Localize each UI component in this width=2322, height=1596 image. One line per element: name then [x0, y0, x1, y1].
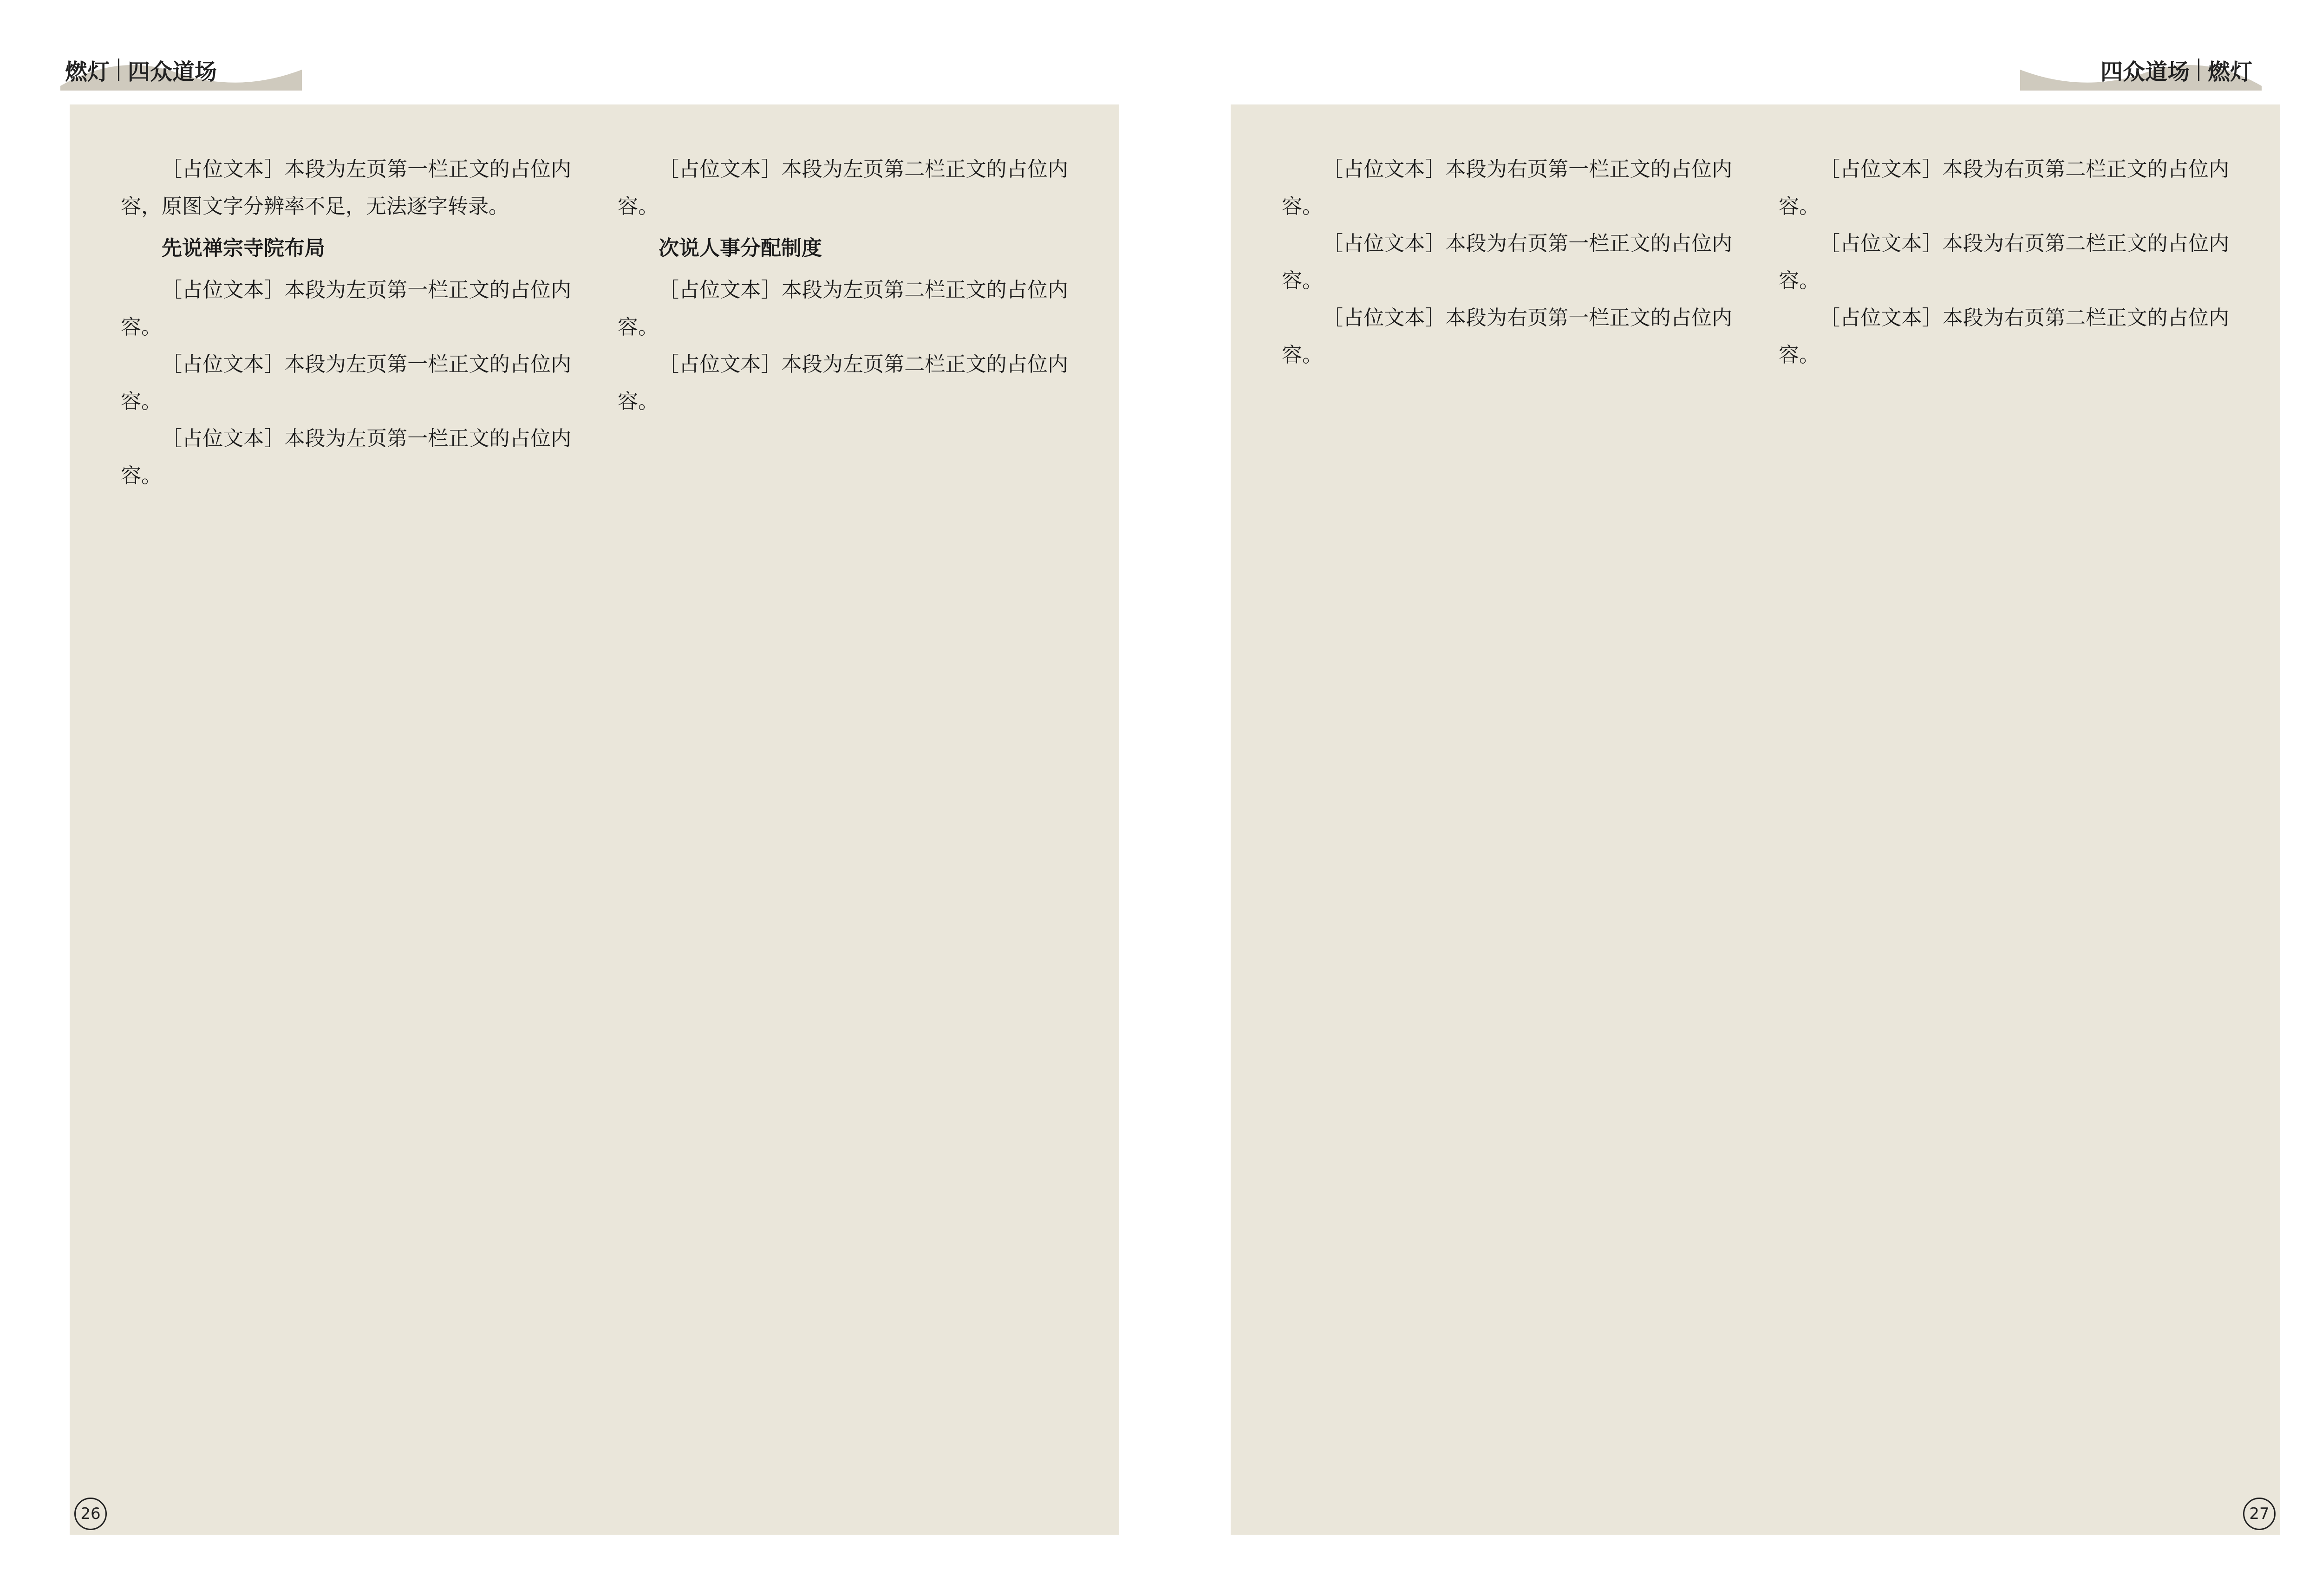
section-heading: 次说人事分配制度: [659, 236, 822, 260]
right-column-2: [1779, 151, 2229, 1484]
paragraph: ［占位文本］本段为右页第一栏正文的占位内容。: [1282, 306, 1732, 367]
title-divider: [2198, 59, 2199, 81]
paragraph: ［占位文本］本段为左页第二栏正文的占位内容。: [618, 278, 1068, 339]
paragraph: ［占位文本］本段为右页第二栏正文的占位内容。: [1779, 306, 2229, 367]
paragraph: ［占位文本］本段为右页第一栏正文的占位内容。: [1282, 157, 1732, 218]
page-left: [70, 104, 1119, 1535]
header-right: [2100, 44, 2252, 95]
section-title: 四众道场: [2100, 59, 2190, 85]
left-column-2: [618, 151, 1068, 1484]
paragraph: ［占位文本］本段为左页第一栏正文的占位内容，原图文字分辨率不足，无法逐字转录。: [121, 157, 571, 218]
title-divider: [118, 59, 119, 81]
left-column-1: [121, 151, 571, 1484]
page-number: 27: [2243, 1498, 2276, 1530]
magazine-title: 燃灯: [2207, 59, 2252, 85]
paragraph: ［占位文本］本段为左页第一栏正文的占位内容。: [121, 352, 571, 413]
paragraph: ［占位文本］本段为左页第二栏正文的占位内容。: [618, 157, 1068, 218]
paragraph: ［占位文本］本段为右页第一栏正文的占位内容。: [1282, 232, 1732, 293]
page-number: 26: [74, 1498, 107, 1530]
header-left: [65, 44, 217, 95]
magazine-title: 燃灯: [65, 59, 110, 85]
paragraph: ［占位文本］本段为左页第二栏正文的占位内容。: [618, 352, 1068, 413]
paragraph: ［占位文本］本段为左页第一栏正文的占位内容。: [121, 278, 571, 339]
page-right: [1231, 104, 2280, 1535]
right-column-1: [1282, 151, 1732, 1484]
paragraph: ［占位文本］本段为右页第二栏正文的占位内容。: [1779, 232, 2229, 293]
section-heading: 先说禅宗寺院布局: [162, 236, 325, 260]
paragraph: ［占位文本］本段为右页第二栏正文的占位内容。: [1779, 157, 2229, 218]
section-title: 四众道场: [128, 59, 217, 85]
paragraph: ［占位文本］本段为左页第一栏正文的占位内容。: [121, 427, 571, 488]
